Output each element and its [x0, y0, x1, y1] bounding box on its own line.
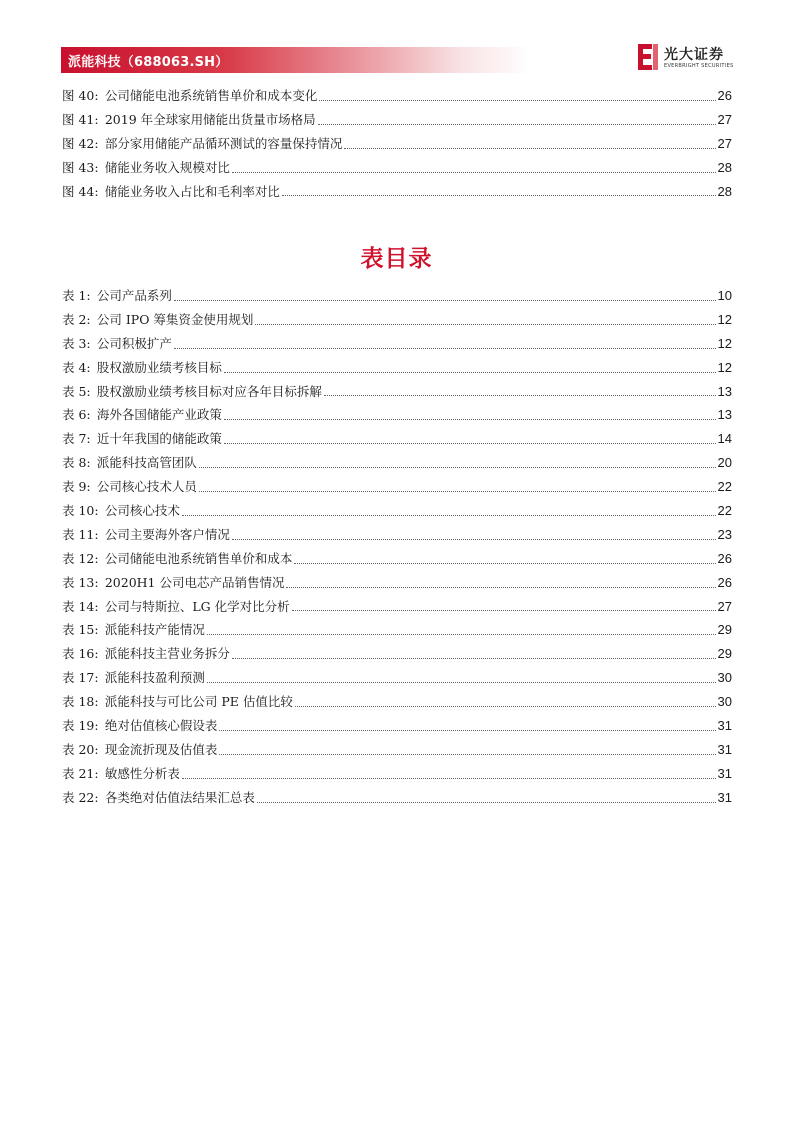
toc-entry-figure[interactable]: [62, 156, 732, 180]
toc-entry-table[interactable]: [62, 403, 732, 427]
toc-entry-table[interactable]: [62, 571, 732, 595]
everbright-logo-icon: [636, 42, 660, 72]
dot-leader: [174, 347, 716, 349]
entry-title: 近十年我国的储能政策: [96, 431, 222, 447]
entry-title: 各类绝对估值法结果汇总表: [104, 789, 255, 805]
entry-number: 表 12:: [62, 550, 99, 566]
toc-entry-table[interactable]: [62, 738, 732, 762]
dot-leader: [282, 194, 716, 196]
dot-leader: [182, 777, 716, 779]
dot-leader: [295, 705, 716, 707]
dot-leader: [257, 801, 716, 803]
entry-title: 2020H1 公司电芯产品销售情况: [104, 574, 285, 590]
logo-name: 光大证券: [664, 47, 724, 63]
toc-entry-table[interactable]: [62, 642, 732, 666]
entry-page: 31: [717, 765, 732, 781]
entry-title: 股权激励业绩考核目标对应各年目标拆解: [96, 383, 322, 399]
entry-number: 表 5:: [62, 383, 91, 399]
everbright-logo: [636, 42, 736, 72]
toc-entry-table[interactable]: [62, 666, 732, 690]
entry-number: 表 14:: [62, 598, 99, 614]
dot-leader: [294, 562, 715, 564]
dot-leader: [232, 538, 716, 540]
entry-title: 绝对估值核心假设表: [104, 718, 218, 734]
entry-number: 表 20:: [62, 741, 99, 757]
logo-subtitle: EVERBRIGHT SECURITIES: [664, 63, 734, 69]
toc-entry-table[interactable]: [62, 380, 732, 404]
dot-leader: [324, 394, 716, 396]
entry-title: 派能科技主营业务拆分: [104, 646, 230, 662]
entry-page: 22: [717, 479, 732, 495]
entry-page: 26: [717, 88, 732, 103]
entry-title: 派能科技产能情况: [104, 622, 205, 638]
dot-leader: [255, 323, 715, 325]
entry-number: 表 18:: [62, 694, 99, 710]
dot-leader: [219, 729, 715, 731]
entry-title: 储能业务收入占比和毛利率对比: [104, 183, 280, 199]
figure-list: [62, 84, 732, 203]
toc-entry-figure[interactable]: [62, 84, 732, 108]
entry-page: 22: [717, 503, 732, 519]
entry-page: 14: [717, 431, 732, 447]
dot-leader: [207, 633, 716, 635]
toc-entry-table[interactable]: [62, 762, 732, 786]
entry-page: 31: [717, 789, 732, 805]
entry-title: 敏感性分析表: [104, 765, 180, 781]
entry-title: 公司产品系列: [96, 288, 172, 303]
toc-entry-table[interactable]: [62, 284, 732, 308]
entry-title: 部分家用储能产品循环测试的容量保持情况: [104, 135, 343, 151]
entry-page: 26: [717, 574, 732, 590]
dot-leader: [232, 657, 716, 659]
entry-title: 派能科技盈利预测: [104, 670, 205, 686]
toc-entry-table[interactable]: [62, 499, 732, 523]
toc-entry-table[interactable]: [62, 332, 732, 356]
entry-number: 图 41:: [62, 111, 99, 127]
table-list-heading: 表目录: [360, 246, 433, 272]
toc-entry-figure[interactable]: [62, 180, 732, 204]
entry-page: 23: [717, 526, 732, 542]
entry-title: 公司储能电池系统销售单价和成本变化: [104, 88, 318, 103]
entry-page: 29: [717, 622, 732, 638]
entry-number: 表 4:: [62, 359, 91, 375]
entry-title: 储能业务收入规模对比: [104, 159, 230, 175]
entry-number: 表 13:: [62, 574, 99, 590]
dot-leader: [286, 586, 715, 588]
dot-leader: [344, 147, 715, 149]
toc-entry-table[interactable]: [62, 356, 732, 380]
entry-number: 表 9:: [62, 479, 91, 495]
dot-leader: [219, 753, 715, 755]
entry-page: 30: [717, 670, 732, 686]
entry-number: 图 42:: [62, 135, 99, 151]
toc-entry-figure[interactable]: [62, 132, 732, 156]
entry-title: 公司与特斯拉、LG 化学对比分析: [104, 598, 290, 614]
entry-number: 表 3:: [62, 335, 91, 351]
toc-entry-figure[interactable]: [62, 108, 732, 132]
dot-leader: [318, 123, 716, 125]
entry-title: 公司核心技术人员: [96, 479, 197, 495]
entry-title: 公司 IPO 筹集资金使用规划: [96, 311, 254, 327]
toc-entry-table[interactable]: [62, 618, 732, 642]
dot-leader: [319, 99, 715, 101]
entry-page: 31: [717, 741, 732, 757]
entry-number: 表 2:: [62, 311, 91, 327]
entry-number: 表 11:: [62, 526, 99, 542]
entry-title: 海外各国储能产业政策: [96, 407, 222, 423]
entry-title: 派能科技高管团队: [96, 455, 197, 471]
toc-entry-table[interactable]: [62, 547, 732, 571]
table-list: [62, 284, 732, 810]
toc-entry-table[interactable]: [62, 451, 732, 475]
entry-page: 31: [717, 718, 732, 734]
entry-title: 公司储能电池系统销售单价和成本: [104, 550, 293, 566]
entry-page: 13: [717, 383, 732, 399]
toc-entry-table[interactable]: [62, 427, 732, 451]
toc-entry-table[interactable]: [62, 523, 732, 547]
entry-page: 30: [717, 694, 732, 710]
entry-number: 表 22:: [62, 789, 99, 805]
entry-number: 表 16:: [62, 646, 99, 662]
entry-number: 图 44:: [62, 183, 99, 199]
entry-title: 公司主要海外客户情况: [104, 526, 230, 542]
entry-title: 公司核心技术: [104, 503, 180, 519]
entry-page: 12: [717, 311, 732, 327]
entry-number: 表 21:: [62, 765, 99, 781]
entry-page: 13: [717, 407, 732, 423]
entry-title: 公司积极扩产: [96, 335, 172, 351]
entry-page: 20: [717, 455, 732, 471]
entry-title: 派能科技与可比公司 PE 估值比较: [104, 694, 293, 710]
report-header-title: 派能科技（688063.SH）: [68, 55, 229, 70]
dot-leader: [292, 609, 716, 611]
entry-number: 表 1:: [62, 288, 91, 303]
entry-number: 表 7:: [62, 431, 91, 447]
entry-title: 现金流折现及估值表: [104, 741, 218, 757]
dot-leader: [174, 299, 716, 301]
entry-number: 表 19:: [62, 718, 99, 734]
dot-leader: [224, 442, 716, 444]
entry-page: 28: [717, 183, 732, 199]
entry-page: 10: [717, 288, 732, 303]
entry-page: 27: [717, 598, 732, 614]
toc-entry-table[interactable]: [62, 595, 732, 619]
entry-title: 股权激励业绩考核目标: [96, 359, 222, 375]
entry-title: 2019 年全球家用储能出货量市场格局: [104, 111, 316, 127]
entry-page: 28: [717, 159, 732, 175]
toc-entry-table[interactable]: [62, 475, 732, 499]
entry-page: 12: [717, 335, 732, 351]
dot-leader: [199, 466, 716, 468]
entry-number: 表 10:: [62, 503, 99, 519]
dot-leader: [224, 418, 716, 420]
entry-number: 表 17:: [62, 670, 99, 686]
entry-page: 12: [717, 359, 732, 375]
entry-number: 图 43:: [62, 159, 99, 175]
dot-leader: [232, 171, 716, 173]
entry-page: 29: [717, 646, 732, 662]
entry-page: 27: [717, 111, 732, 127]
entry-number: 图 40:: [62, 88, 99, 103]
toc-entry-table[interactable]: [62, 308, 732, 332]
dot-leader: [224, 371, 716, 373]
entry-number: 表 15:: [62, 622, 99, 638]
toc-entry-table[interactable]: [62, 786, 732, 810]
dot-leader: [182, 514, 716, 516]
toc-entry-table[interactable]: [62, 690, 732, 714]
toc-entry-table[interactable]: [62, 714, 732, 738]
entry-number: 表 8:: [62, 455, 91, 471]
entry-page: 26: [717, 550, 732, 566]
dot-leader: [199, 490, 716, 492]
entry-number: 表 6:: [62, 407, 91, 423]
dot-leader: [207, 681, 716, 683]
entry-page: 27: [717, 135, 732, 151]
